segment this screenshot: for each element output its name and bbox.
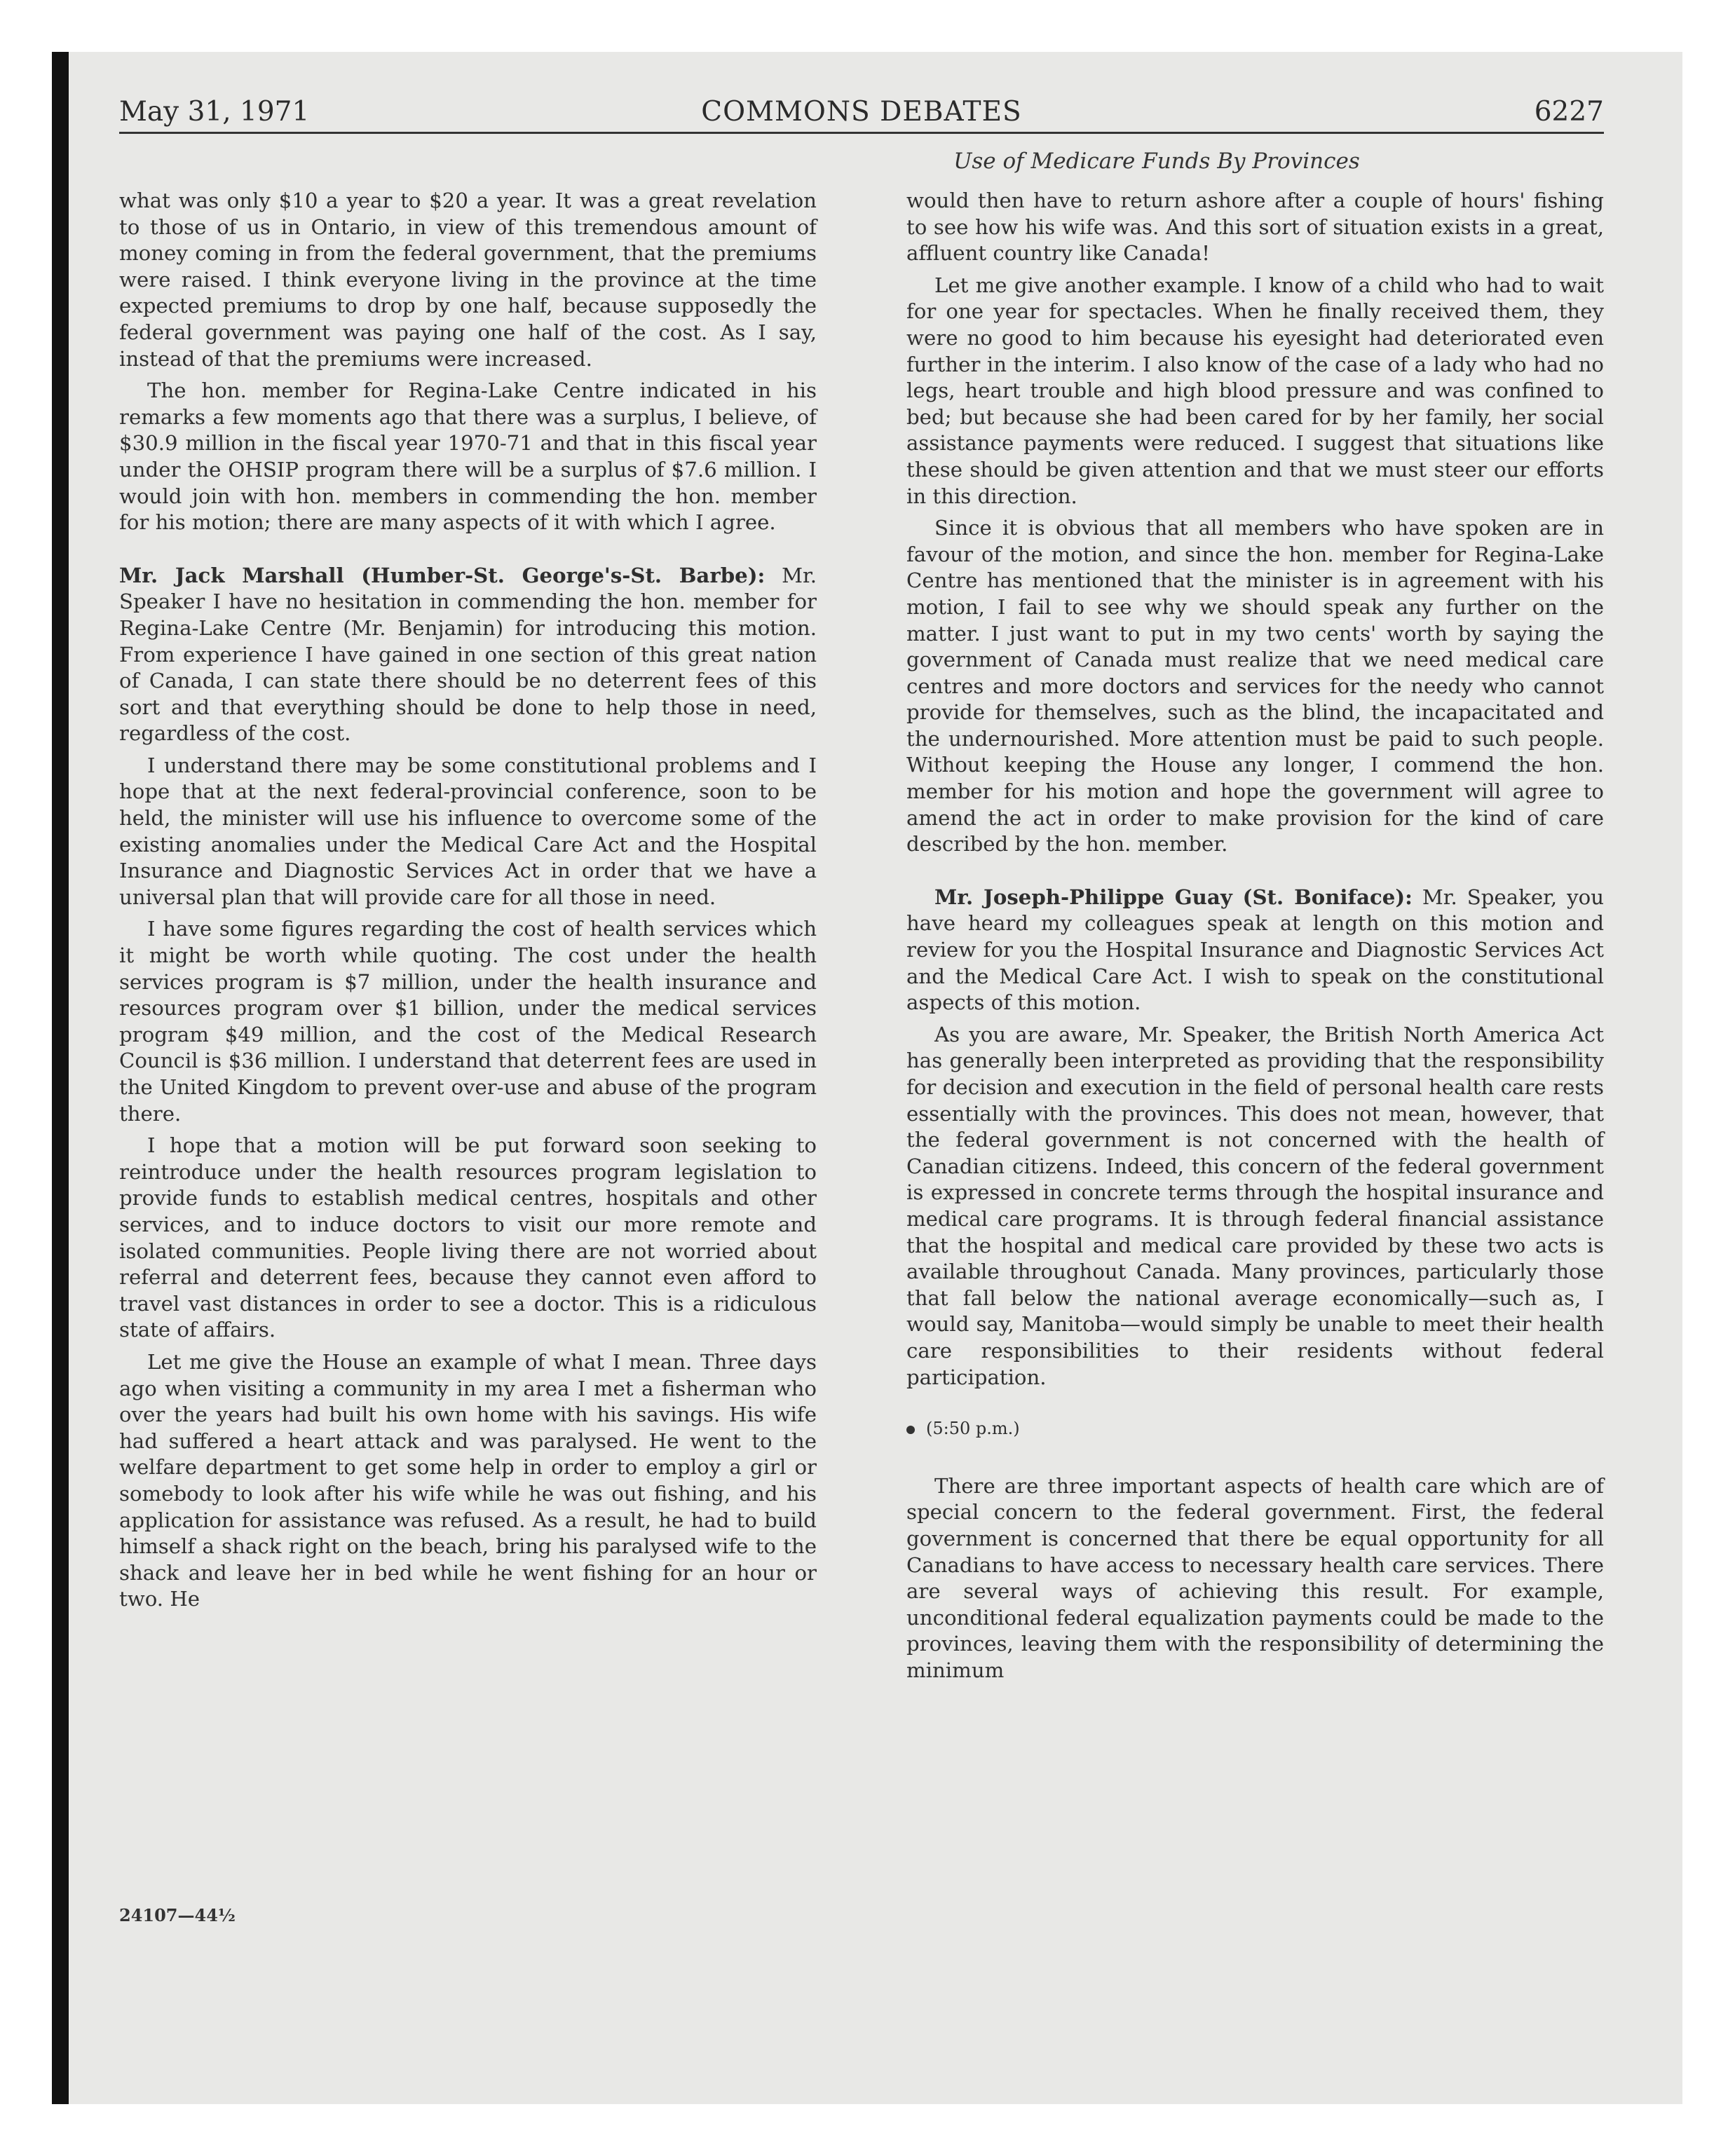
- timestamp-line: [906, 1416, 1604, 1442]
- right-column: [906, 188, 1604, 1684]
- left-column: [119, 188, 817, 1613]
- left-paragraph-5: I have some figures regarding the cost of health services which it might be worth while quoting. The cost under the health services program is $7 million, under the health insurance and resources program over $1 billion, under the medical services program $49 million, and the cost of the Medical Research Council is $36 million. I understand that deterrent fees are used in the United Kingdom to prevent over-use and abuse of the program there.: [119, 917, 817, 1126]
- left-paragraph-7: Let me give the House an example of what I mean. Three days ago when visiting a community in my area I met a fisherman who over the years had built his own home with his savings. His wife had suffered a heart attack and was paralysed. He went to the welfare department to get some help in order to employ a girl or somebody to look after his wife while he was out fishing, and his application for assistance was refused. As a result, he had to build himself a shack right on the beach, bring his paralysed wife to the shack and leave her in bed while he went fishing for an hour or two. He: [119, 1349, 817, 1611]
- left-paragraph-2: The hon. member for Regina-Lake Centre indicated in his remarks a few moments ago that there was a surplus, I believe, of $30.9 million in the fiscal year 1970-71 and that in this fiscal year under the OHSIP program there will be a surplus of $7.6 million. I would join with hon. members in commending the hon. member for his motion; there are many aspects of it with which I agree.: [119, 378, 817, 535]
- section-subhead: Use of Medicare Funds By Provinces: [953, 149, 1360, 174]
- footer-code: 24107—44½: [119, 1905, 236, 1925]
- right-paragraph-3: Since it is obvious that all members who have spoken are in favour of the motion, and since the hon. member for Regina-Lake Centre has mentioned that the minister is in agreement with his motion, I fail to see why we should speak any further on the matter. I just want to put in my two cents' worth by saying the government of Canada must realize that we need medical care centres and more doctors and services for the needy who cannot provide for themselves, such as the blind, the incapacitated and the undernourished. More attention must be paid to such people. Without keeping the House any longer, I commend the hon. member for his motion and hope the government will agree to amend the act in order to make provision for the kind of care described by the hon. member.: [906, 516, 1604, 857]
- left-paragraph-1: what was only $10 a year to $20 a year. It was a great revelation to those of us in Ontario, in view of this tremendous amount of money coming in from the federal government, that the premiums were raised. I think everyone living in the province at the time expected premiums to drop by one half, because supposedly the federal government was paying one half of the cost. As I say, instead of that the premiums were increased.: [119, 189, 817, 371]
- timestamp-text: (5:50 p.m.): [926, 1419, 1020, 1439]
- left-paragraph-3-text: Mr. Speaker I have no hesitation in commending the hon. member for Regina-Lake Centre (Mr. Benjamin) for introducing this motion. From experience I have gained in one section of this great nation of Canada, I can state there should be no deterrent fees of this sort and that everything should be done to help those in need, regardless of the cost.: [119, 563, 817, 746]
- right-paragraph-4-text: Mr. Speaker, you have heard my colleagues speak at length on this motion and review for you the Hospital Insurance and Diagnostic Services Act and the Medical Care Act. I wish to speak on the constitutional aspects of this motion.: [906, 885, 1604, 1015]
- speaker-name-marshall: Mr. Jack Marshall (Humber-St. George's-St. Barbe):: [119, 563, 766, 587]
- right-paragraph-4: [906, 885, 1604, 1016]
- right-paragraph-6: There are three important aspects of health care which are of special concern to the federal government. First, the federal government is concerned that there be equal opportunity for all Canadians to have access to necessary health care services. There are several ways of achieving this result. For example, unconditional federal equalization payments could be made to the provinces, leaving them with the responsibility of determining the minimum: [906, 1473, 1604, 1682]
- bullet-icon: [906, 1426, 915, 1434]
- left-paragraph-3: [119, 563, 817, 747]
- left-paragraph-6: I hope that a motion will be put forward soon seeking to reintroduce under the health resources program legislation to provide funds to establish medical centres, hospitals and other services, and to induce doctors to visit our more remote and isolated communities. People living there are not worried about referral and deterrent fees, because they cannot even afford to travel vast distances in order to see a doctor. This is a ridiculous state of affairs.: [119, 1133, 817, 1342]
- left-paragraph-4: I understand there may be some constitutional problems and I hope that at the next federal-provincial conference, soon to be held, the minister will use his influence to overcome some of the existing anomalies under the Medical Care Act and the Hospital Insurance and Diagnostic Services Act in order that we have a universal plan that will provide care for all those in need.: [119, 753, 817, 909]
- header-title: COMMONS DEBATES: [701, 96, 1022, 128]
- running-header: [119, 90, 1604, 134]
- speaker-name-guay: Mr. Joseph-Philippe Guay (St. Boniface):: [934, 885, 1413, 909]
- right-paragraph-1: would then have to return ashore after a couple of hours' fishing to see how his wife was. And this sort of situation exists in a great, affluent country like Canada!: [906, 189, 1604, 266]
- header-date: May 31, 1971: [119, 96, 310, 128]
- header-page-number: 6227: [1534, 96, 1604, 128]
- right-paragraph-5: As you are aware, Mr. Speaker, the British North America Act has generally been interpreted as providing that the responsibility for decision and execution in the field of personal health care rests essentially with the provinces. This does not mean, however, that the federal government is not concerned with the health of Canadian citizens. Indeed, this concern of the federal government is expressed in concrete terms through the hospital insurance and medical care programs. It is through federal financial assistance that the hospital and medical care provided by these two acts is available throughout Canada. Many provinces, particularly those that fall below the national average economically—such as, I would say, Manitoba—would simply be unable to meet their health care responsibilities to their residents without federal participation.: [906, 1022, 1604, 1389]
- right-paragraph-2: Let me give another example. I know of a child who had to wait for one year for spectacles. When he finally received them, they were no good to him because his eyesight had deteriorated even further in the interim. I also know of the case of a lady who had no legs, heart trouble and high blood pressure and was confined to bed; but because she had been cared for by her family, her social assistance payments were reduced. I suggest that situations like these should be given attention and that we must steer our efforts in this direction.: [906, 273, 1604, 508]
